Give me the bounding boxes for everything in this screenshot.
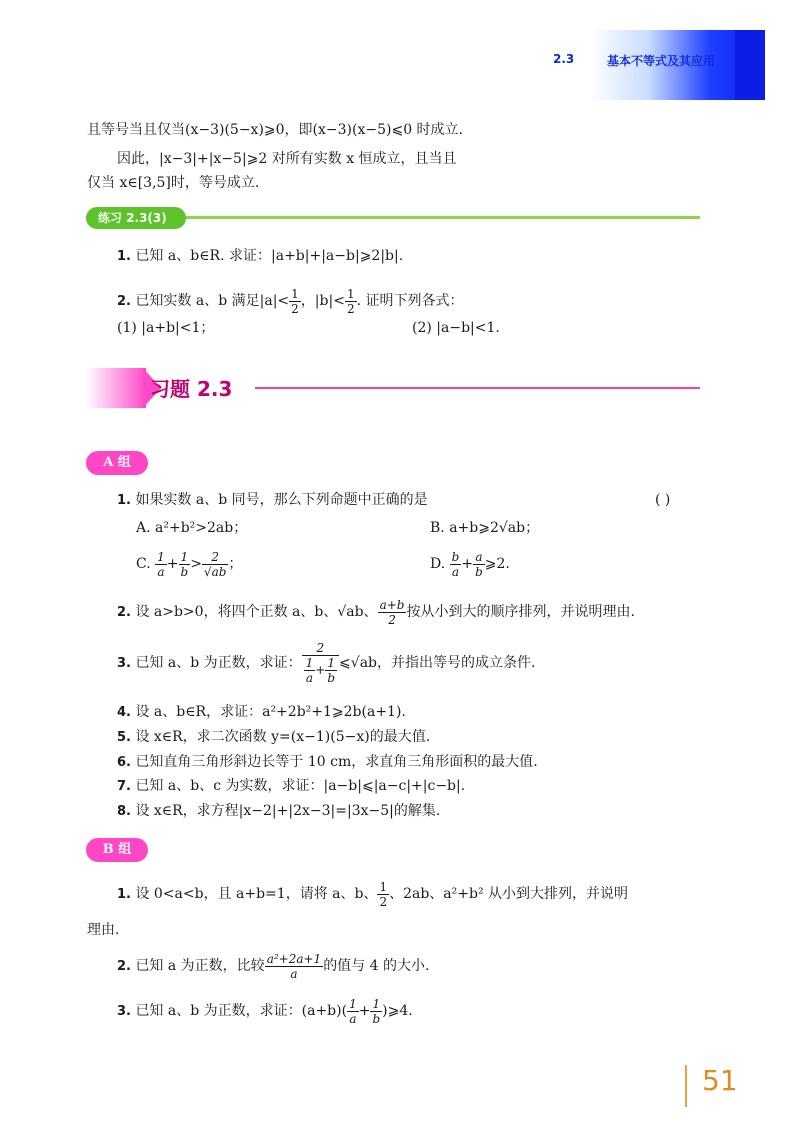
practice-q2-part1: (1) |a+b|<1； — [117, 320, 215, 336]
intro-line-3: 仅当 x∈[3,5]时，等号成立. — [87, 175, 260, 191]
a1-option-a: A. a²+b²>2ab； — [136, 520, 248, 536]
b1-continuation: 理由. — [87, 922, 120, 938]
practice-q2-text-b: ，|b|< — [300, 293, 345, 309]
practice-q2-number: 2. — [117, 294, 131, 309]
header-section-number: 2.3 — [553, 52, 575, 66]
exercise-ribbon — [86, 368, 146, 408]
practice-divider — [186, 216, 700, 219]
a1-question — [117, 490, 428, 511]
intro-line-2: 因此，|x−3|+|x−5|⩾2 对所有实数 x 恒成立，且当且 — [117, 151, 457, 167]
a1-answer-blank: ( ) — [655, 492, 671, 508]
practice-q2-text-a: 已知实数 a、b 满足|a|< — [135, 293, 290, 309]
practice-q1 — [117, 246, 403, 267]
a2-question: 2. 设 a>b>0，将四个正数 a、b、√ab、 $\frac{a+b}{2}$ 按从小到大的顺序排列，并说明理由. — [117, 597, 635, 627]
a5-question: 5. 设 x∈R，求二次函数 y=(x−1)(5−x)的最大值. — [117, 729, 431, 745]
exercise-divider — [255, 387, 700, 389]
fraction-half: $\frac{1}{2}$ — [291, 286, 299, 316]
header-blue-tab — [735, 30, 765, 100]
group-a-badge: A 组 — [86, 451, 148, 475]
b1-half-fraction: $\frac{1}{2}$ — [379, 879, 388, 909]
a1-option-d: D. $\frac{b}{a}$ + $\frac{a}{b}$ ⩾2. — [430, 549, 510, 579]
practice-q1-number: 1. — [117, 249, 131, 264]
page-number-bar — [685, 1065, 687, 1107]
a8-question: 8. 设 x∈R，求方程|x−2|+|2x−3|=|3x−5|的解集. — [117, 803, 441, 819]
a7-question: 7. 已知 a、b、c 为实数，求证：|a−b|⩽|a−c|+|c−b|. — [117, 778, 466, 794]
b3-question: 3. 已知 a、b 为正数，求证：(a+b)( $\frac{1}{a}$ + $\frac{1}{b}$ )⩾4. — [117, 996, 413, 1026]
practice-q2 — [117, 284, 464, 319]
b2-fraction: $\frac{\text{a²+2a+1}}{a}$ — [266, 951, 322, 981]
a1-number: 1. — [117, 493, 131, 508]
intro-line-1: 且等号当且仅当(x−3)(5−x)⩾0，即(x−3)(x−5)⩽0 时成立. — [87, 122, 464, 138]
a3-question: 3. 已知 a、b 为正数，求证： 2 $\frac{1}{a}$ + $\frac{1}{b}$ ⩽√ab，并指出等号的成立条件. — [117, 641, 536, 685]
practice-q2-text-c: . 证明下列各式： — [356, 293, 464, 309]
a2-fraction: $\frac{a+b}{2}$ — [379, 597, 405, 627]
a4-question: 4. 设 a、b∈R，求证：a²+2b²+1⩾2b(a+1). — [117, 704, 406, 720]
header-section-title: 基本不等式及其应用 — [607, 54, 716, 68]
practice-q2-part2: (2) |a−b|<1. — [412, 320, 500, 336]
a1-option-c: C. $\frac{1}{a}$ + $\frac{1}{b}$ > $\frac{2}{√ab}$ ； — [136, 549, 243, 579]
fraction-half-2: $\frac{1}{2}$ — [346, 286, 355, 316]
page-number: 51 — [702, 1064, 738, 1097]
a3-compound-fraction: 2 $\frac{1}{a}$ + $\frac{1}{b}$ — [302, 641, 339, 685]
practice-q1-text: 已知 a、b∈R. 求证：|a+b|+|a−b|⩾2|b|. — [135, 248, 404, 264]
a6-question: 6. 已知直角三角形斜边长等于 10 cm，求直角三角形面积的最大值. — [117, 754, 538, 770]
b1-question: 1. 设 0<a<b，且 a+b=1，请将 a、b、 $\frac{1}{2}$ 、2ab、a²+b² 从小到大排列，并说明 — [117, 879, 629, 909]
practice-label: 练习 2.3(3) — [86, 207, 186, 229]
exercise-title: 习题 2.3 — [150, 377, 233, 401]
a1-text: 如果实数 a、b 同号，那么下列命题中正确的是 — [135, 492, 428, 508]
b2-question: 2. 已知 a 为正数，比较 $\frac{\text{a²+2a+1}}{a}$ 的值与 4 的大小. — [117, 951, 430, 981]
group-b-badge: B 组 — [86, 838, 148, 862]
a1-option-b: B. a+b⩾2√ab； — [430, 520, 540, 536]
